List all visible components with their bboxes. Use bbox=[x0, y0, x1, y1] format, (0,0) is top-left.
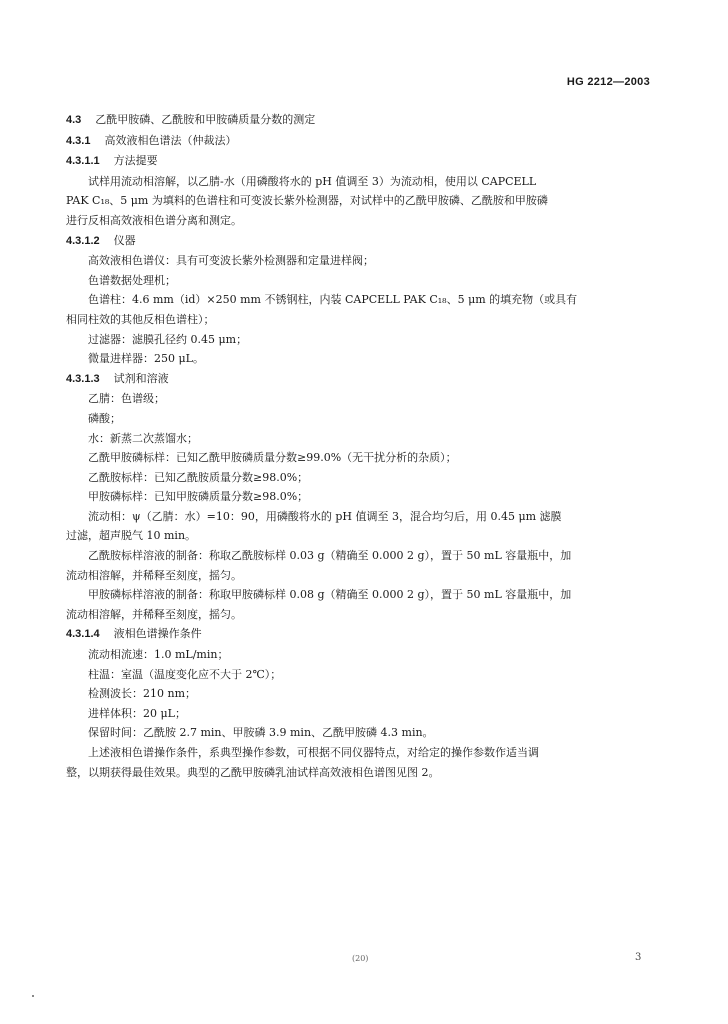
section-4-3-1-4-heading bbox=[66, 624, 654, 645]
page-number: 3 bbox=[635, 952, 642, 963]
section-title: 液相色谱操作条件 bbox=[113, 627, 202, 641]
section-4-3-1-heading bbox=[66, 131, 654, 152]
reagent-item: 磷酸； bbox=[88, 411, 121, 425]
document-body bbox=[66, 110, 654, 782]
section-number: 4.3.1.4 bbox=[66, 628, 100, 641]
reagent-item: 乙酰胺标样：已知乙酰胺质量分数≥98.0%； bbox=[88, 470, 309, 484]
scan-speck bbox=[32, 995, 34, 997]
section-4-3-heading bbox=[66, 110, 654, 131]
section-title: 乙酰甲胺磷、乙酰胺和甲胺磷质量分数的测定 bbox=[95, 113, 316, 126]
reagent-item-continuation: 过滤，超声脱气 10 min。 bbox=[66, 529, 197, 543]
section-number: 4.3.1 bbox=[66, 134, 91, 147]
section-number: 4.3.1.3 bbox=[66, 372, 100, 385]
section-4-3-1-2-heading bbox=[66, 231, 654, 252]
condition-item: 进样体积：20 μL； bbox=[88, 706, 186, 720]
paragraph-line: 进行反相高效液相色谱分离和测定。 bbox=[66, 213, 242, 227]
section-number: 4.3.1.1 bbox=[66, 155, 100, 168]
section-4-3-1-1-heading bbox=[66, 151, 654, 172]
instrument-item: 微量进样器：250 μL。 bbox=[88, 352, 204, 366]
paragraph-line: 整，以期获得最佳效果。典型的乙酰甲胺磷乳油试样高效液相色谱图见图 2。 bbox=[66, 765, 440, 779]
instrument-item: 色谱数据处理机； bbox=[88, 273, 176, 287]
reagent-item: 乙酰甲胺磷标样：已知乙酰甲胺磷质量分数≥99.0%（无干扰分析的杂质）； bbox=[88, 451, 457, 465]
standard-code: HG 2212—2003 bbox=[566, 76, 650, 88]
condition-item: 检测波长：210 nm； bbox=[88, 687, 197, 701]
condition-item: 保留时间：乙酰胺 2.7 min、甲胺磷 3.9 min、乙酰甲胺磷 4.3 min。 bbox=[88, 726, 434, 740]
section-title: 试剂和溶液 bbox=[113, 371, 169, 385]
section-title: 方法提要 bbox=[113, 154, 158, 168]
reagent-item-continuation: 流动相溶解，并稀释至刻度，摇匀。 bbox=[66, 607, 242, 621]
paragraph-line: PAK C₁₈、5 μm 为填料的色谱柱和可变波长紫外检测器，对试样中的乙酰甲胺磷、乙酰胺和甲胺磷 bbox=[66, 194, 548, 208]
reagent-item-continuation: 流动相溶解，并稀释至刻度，摇匀。 bbox=[66, 568, 242, 582]
condition-item: 柱温：室温（温度变化应不大于 2℃）； bbox=[88, 667, 282, 681]
instrument-item: 色谱柱：4.6 mm（id）×250 mm 不锈钢柱，内装 CAPCELL PAK C₁₈、5 μm 的填充物（或具有 bbox=[88, 293, 578, 307]
paragraph-line: 上述液相色谱操作条件，系典型操作参数，可根据不同仪器特点，对给定的操作参数作适当调 bbox=[88, 746, 539, 759]
page-center-mark: (20) bbox=[352, 954, 369, 963]
instrument-item-continuation: 相同柱效的其他反相色谱柱）； bbox=[66, 312, 215, 326]
section-title: 高效液相色谱法（仲裁法） bbox=[104, 133, 237, 147]
section-number: 4.3 bbox=[66, 114, 82, 126]
reagent-item: 乙腈：色谱级； bbox=[88, 392, 165, 406]
reagent-item: 甲胺磷标样溶液的制备：称取甲胺磷标样 0.08 g（精确至 0.000 2 g），置于 50 mL 容量瓶中，加 bbox=[88, 588, 572, 602]
section-4-3-1-3-heading bbox=[66, 369, 654, 390]
instrument-item: 过滤器：滤膜孔径约 0.45 μm； bbox=[88, 332, 248, 346]
paragraph-line: 试样用流动相溶解，以乙腈-水（用磷酸将水的 pH 值调至 3）为流动相，使用以 CAPCELL bbox=[88, 174, 537, 188]
reagent-item: 水：新蒸二次蒸馏水； bbox=[88, 431, 198, 445]
condition-item: 流动相流速：1.0 mL/min； bbox=[88, 648, 229, 662]
reagent-item: 甲胺磷标样：已知甲胺磷质量分数≥98.0%； bbox=[88, 490, 309, 504]
reagent-item: 乙酰胺标样溶液的制备：称取乙酰胺标样 0.03 g（精确至 0.000 2 g），置于 50 mL 容量瓶中，加 bbox=[88, 549, 572, 563]
instrument-item: 高效液相色谱仪：具有可变波长紫外检测器和定量进样阀； bbox=[88, 254, 374, 268]
section-title: 仪器 bbox=[113, 233, 136, 247]
reagent-item: 流动相：ψ（乙腈：水）=10：90，用磷酸将水的 pH 值调至 3，混合均匀后，用 0.45 μm 滤膜 bbox=[88, 509, 562, 523]
section-number: 4.3.1.2 bbox=[66, 234, 100, 247]
